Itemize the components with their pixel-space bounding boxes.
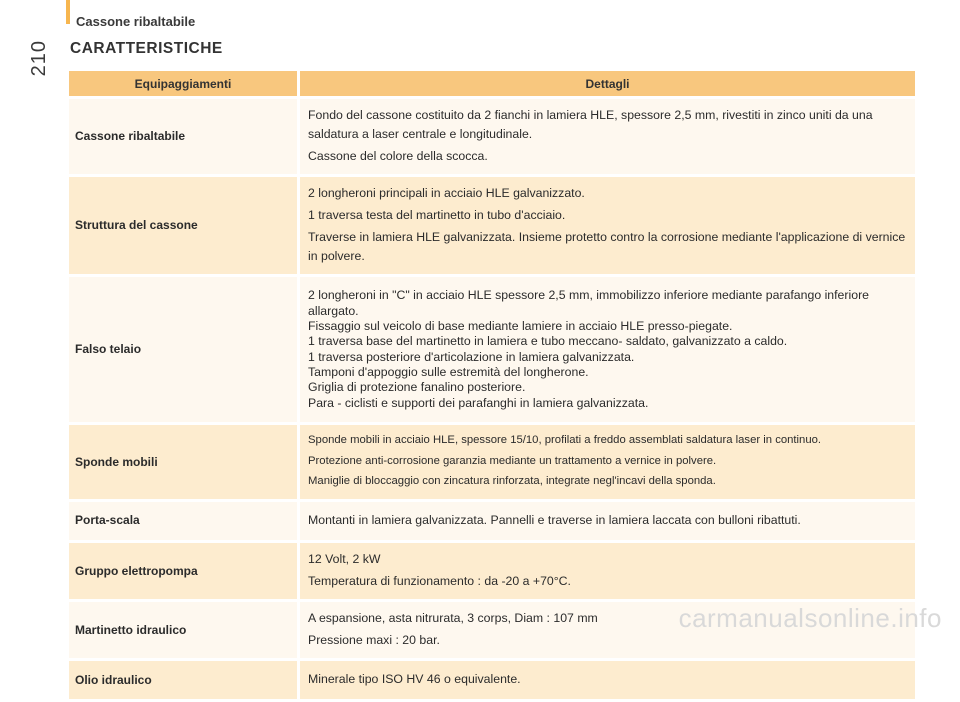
detail-line: A espansione, asta nitrurata, 3 corps, Diam : 107 mm	[308, 610, 598, 625]
col-header-details: Dettagli	[300, 71, 915, 96]
detail-line: Fondo del cassone costituito da 2 fianchi in lamiera HLE, spessore 2,5 mm, rivestiti in zinco uniti da una saldatura a laser centrale e longitudinale.	[308, 108, 873, 142]
table-row	[69, 661, 915, 699]
detail-line: 12 Volt, 2 kW	[308, 551, 381, 566]
detail-line: Griglia di protezione fanalino posteriore.	[308, 380, 526, 395]
col-header-equipment: Equipaggiamenti	[69, 71, 300, 96]
row-item-label: Cassone ribaltabile	[69, 99, 300, 174]
detail-line: Protezione anti-corrosione garanzia mediante un trattamento a vernice in polvere.	[308, 454, 717, 467]
row-item-label: Olio idraulico	[69, 661, 300, 699]
page-number: 210	[28, 40, 50, 77]
row-details	[300, 661, 915, 699]
row-item-label: Struttura del cassone	[69, 177, 300, 274]
section-title: Cassone ribaltabile	[76, 14, 196, 29]
row-item-label: Falso telaio	[69, 277, 300, 422]
detail-line: Montanti in lamiera galvanizzata. Pannelli e traverse in lamiera laccata con bulloni ribattuti.	[308, 512, 801, 527]
row-item-label: Martinetto idraulico	[69, 602, 300, 658]
table-row	[69, 177, 915, 274]
detail-line: 2 longheroni principali in acciaio HLE galvanizzato.	[308, 186, 585, 201]
row-details	[300, 425, 915, 499]
table-row	[69, 99, 915, 174]
table-header-row	[69, 71, 915, 96]
row-details	[300, 502, 915, 540]
row-details	[300, 99, 915, 174]
watermark-text: carmanualsonline.info	[678, 603, 942, 633]
page-title: CARATTERISTICHE	[70, 40, 223, 57]
table-row	[69, 502, 915, 540]
row-details	[300, 543, 915, 599]
row-details	[300, 277, 915, 422]
detail-line: 1 traversa testa del martinetto in tubo d'acciaio.	[308, 208, 566, 223]
detail-line: 1 traversa base del martinetto in lamiera e tubo meccano- saldato, galvanizzato a caldo.	[308, 334, 788, 349]
detail-line: 1 traversa posteriore d'articolazione in lamiera galvanizzata.	[308, 349, 635, 364]
table-row	[69, 277, 915, 422]
detail-line: Para - ciclisti e supporti dei parafanghi in lamiera galvanizzata.	[308, 395, 649, 410]
detail-line: Temperatura di funzionamento : da -20 a +70°C.	[308, 573, 571, 588]
detail-line: Fissaggio sul veicolo di base mediante lamiere in acciaio HLE presso-piegate.	[308, 319, 733, 334]
row-item-label: Gruppo elettropompa	[69, 543, 300, 599]
detail-line: 2 longheroni in "C" in acciaio HLE spessore 2,5 mm, immobilizzo inferiore mediante parafango inferiore allargato.	[308, 288, 869, 318]
detail-line: Sponde mobili in acciaio HLE, spessore 15/10, profilati a freddo assemblati saldatura laser in continuo.	[308, 434, 822, 447]
table-row	[69, 543, 915, 599]
table-row	[69, 425, 915, 499]
detail-line: Pressione maxi : 20 bar.	[308, 632, 440, 647]
row-item-label: Sponde mobili	[69, 425, 300, 499]
detail-line: Tamponi d'appoggio sulle estremità del longherone.	[308, 365, 589, 380]
detail-line: Traverse in lamiera HLE galvanizzata. Insieme protetto contro la corrosione mediante l'applicazione di vernice in polvere.	[308, 230, 906, 264]
row-item-label: Porta-scala	[69, 502, 300, 540]
row-details	[300, 177, 915, 274]
detail-line: Minerale tipo ISO HV 46 o equivalente.	[308, 671, 521, 686]
detail-line: Maniglie di bloccaggio con zincatura rinforzata, integrate negl'incavi della sponda.	[308, 475, 716, 488]
section-accent-bar	[66, 0, 70, 24]
detail-line: Cassone del colore della scocca.	[308, 149, 488, 164]
